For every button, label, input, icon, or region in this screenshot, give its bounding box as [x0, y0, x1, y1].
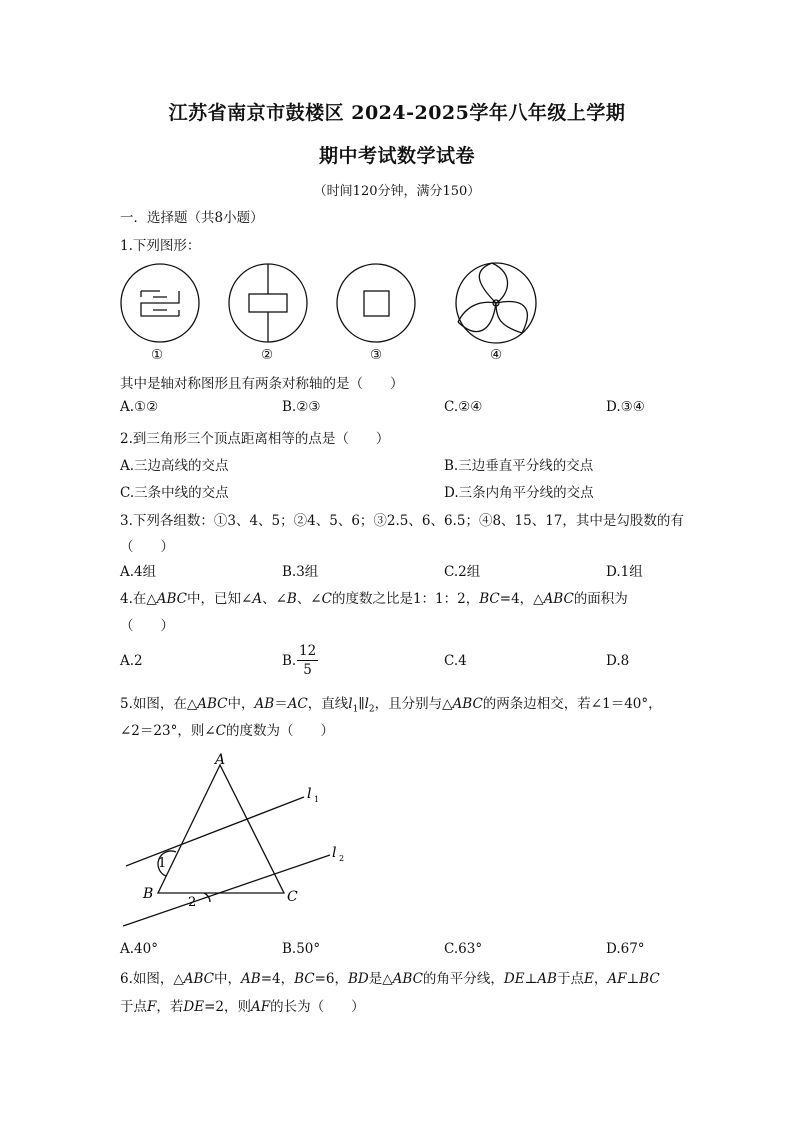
q2-option-c[interactable]: C.三条中线的交点	[120, 485, 229, 501]
q3-stem: 3.下列各组数：①3、4、5；②4、5、6；③2.5、6、6.5；④8、15、17，其中是勾股数的有	[120, 513, 684, 529]
line-l1-label: l	[307, 786, 312, 802]
q5-option-d[interactable]: D.67°	[606, 941, 645, 957]
q4-option-b-fraction: $\frac{12}{5}$	[299, 643, 317, 678]
line-l2-sub: 2	[339, 854, 345, 863]
vertex-b-label: B	[143, 886, 154, 902]
q2-stem: 2.到三角形三个顶点距离相等的点是（ ）	[120, 431, 390, 447]
q4-option-a[interactable]: A.2	[120, 653, 143, 669]
q5-stem-line2: ∠2＝23°，则∠C的度数为（ ）	[120, 723, 334, 739]
line-l2-label: l	[332, 845, 337, 861]
exam-title-line1: 江苏省南京市鼓楼区 2024-2025学年八年级上学期	[168, 102, 626, 124]
vertex-a-label: A	[215, 752, 226, 768]
q4-option-d[interactable]: D.8	[606, 653, 630, 669]
figure-label-1: ①	[151, 347, 164, 363]
q5-stem: 5.如图，在△ABC中，AB＝AC，直线$l_1\parallel l_2$，且分别与△ABC的两条边相交，若∠1＝40°，	[120, 696, 662, 715]
q3-stem-cont: （ ）	[120, 539, 174, 555]
q1-option-d[interactable]: D.③④	[606, 399, 645, 415]
line-l1-sub: 1	[314, 795, 320, 804]
q5-option-a[interactable]: A.40°	[120, 941, 158, 957]
line-l1	[126, 797, 304, 866]
figure-label-3: ③	[370, 347, 383, 363]
q1-option-b[interactable]: B.②③	[282, 399, 321, 415]
q4-stem-cont: （ ）	[120, 618, 174, 634]
q3-option-a[interactable]: A.4组	[120, 564, 157, 580]
q1-option-c[interactable]: C.②④	[444, 399, 483, 415]
figure-label-2: ②	[261, 347, 274, 363]
q5-option-b[interactable]: B.50°	[282, 941, 321, 957]
q1-question: 其中是轴对称图形且有两条对称轴的是（ ）	[120, 376, 404, 392]
q2-option-d[interactable]: D.三条内角平分线的交点	[444, 485, 594, 501]
q1-option-a[interactable]: A.①②	[120, 399, 159, 415]
vertex-c-label: C	[287, 889, 298, 905]
exam-title-line2: 期中考试数学试卷	[318, 145, 475, 167]
exam-subtitle: （时间120分钟，满分150）	[313, 184, 481, 199]
q3-option-d[interactable]: D.1组	[606, 564, 643, 580]
q6-stem: 6.如图，△ABC中，AB=4，BC=6，BD是△ABC的角平分线，DE⊥AB于点E，AF⊥BC	[120, 971, 660, 987]
q6-stem-line2: 于点F，若DE=2，则AF的长为（ ）	[120, 999, 365, 1015]
q4-option-c[interactable]: C.4	[444, 653, 467, 669]
section-heading: 一．选择题（共8小题）	[120, 210, 264, 226]
line-l2	[123, 855, 330, 926]
angle-2-label: 2	[188, 895, 197, 910]
q3-option-b[interactable]: B.3组	[282, 564, 319, 580]
angle-1-label: 1	[158, 856, 167, 871]
q4-option-b[interactable]: B.	[282, 653, 297, 669]
q3-option-c[interactable]: C.2组	[444, 564, 481, 580]
q2-option-b[interactable]: B.三边垂直平分线的交点	[444, 458, 594, 474]
q2-option-a[interactable]: A.三边高线的交点	[120, 458, 229, 474]
q1-stem: 1.下列图形：	[120, 238, 201, 254]
figure-label-4: ④	[490, 347, 503, 363]
q4-stem: 4.在△ABC中，已知∠A、∠B、∠C的度数之比是1：1：2，BC=4，△ABC的面积为	[120, 591, 628, 607]
q5-option-c[interactable]: C.63°	[444, 941, 483, 957]
